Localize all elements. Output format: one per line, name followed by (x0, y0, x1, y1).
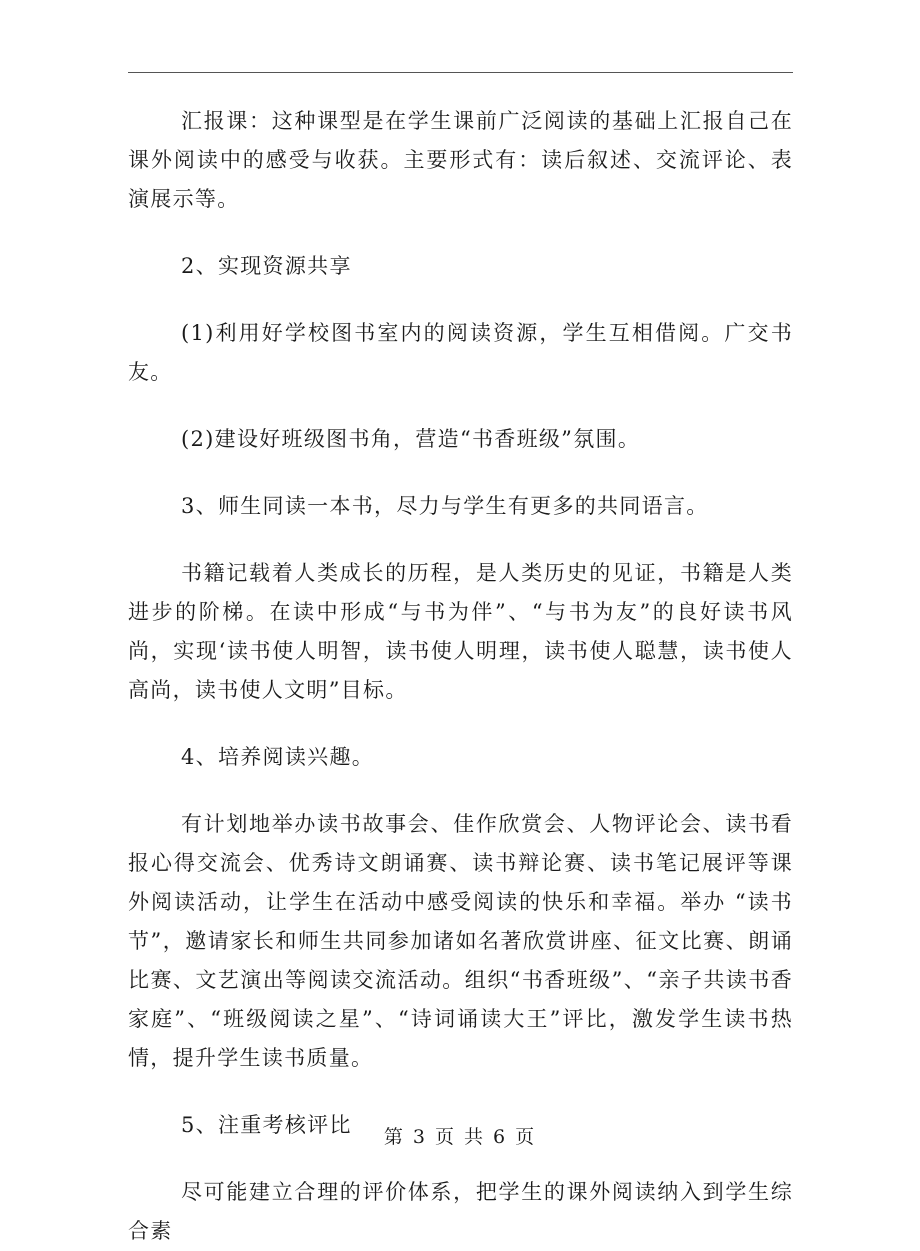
header-divider (128, 72, 793, 73)
section-heading: 4、培养阅读兴趣。 (181, 745, 375, 769)
section-heading: 5、注重考核评比 (181, 1113, 352, 1137)
paragraph: 汇报课：这种课型是在学生课前广泛阅读的基础上汇报自己在课外阅读中的感受与收获。主要形式有：读后叙述、交流评论、表演展示等。 (128, 109, 793, 211)
list-item: (2)建设好班级图书角，营造“书香班级”氛围。 (181, 427, 641, 451)
paragraph: 书籍记载着人类成长的历程，是人类历史的见证，书籍是人类进步的阶梯。在读中形成“与书为伴”、“与书为友”的良好读书风尚，实现‘读书使人明智，读书使人明理，读书使人聪慧，读书使人高尚，读书使人文明”目标。 (128, 561, 793, 702)
document-body (128, 102, 793, 1251)
page-number-footer: 第 3 页 共 6 页 (383, 1126, 537, 1148)
paragraph: 有计划地举办读书故事会、佳作欣赏会、人物评论会、读书看报心得交流会、优秀诗文朗诵赛、读书辩论赛、读书笔记展评等课外阅读活动，让学生在活动中感受阅读的快乐和幸福。举办 “读书节”，邀请家长和师生共同参加诸如名著欣赏讲座、征文比赛、朗诵比赛、文艺演出等阅读交流活动。组织“书香班级”、“亲子共读书香家庭”、“班级阅读之星”、“诗词诵读大王”评比，激发学生读书热情，提升学生读书质量。 (128, 812, 793, 1070)
paragraph: 尽可能建立合理的评价体系，把学生的课外阅读纳入到学生综合素 (128, 1180, 793, 1243)
list-item: (1)利用好学校图书室内的阅读资源，学生互相借阅。广交书友。 (128, 321, 793, 384)
section-heading: 3、师生同读一本书，尽力与学生有更多的共同语言。 (181, 494, 709, 518)
section-heading: 2、实现资源共享 (181, 254, 352, 278)
